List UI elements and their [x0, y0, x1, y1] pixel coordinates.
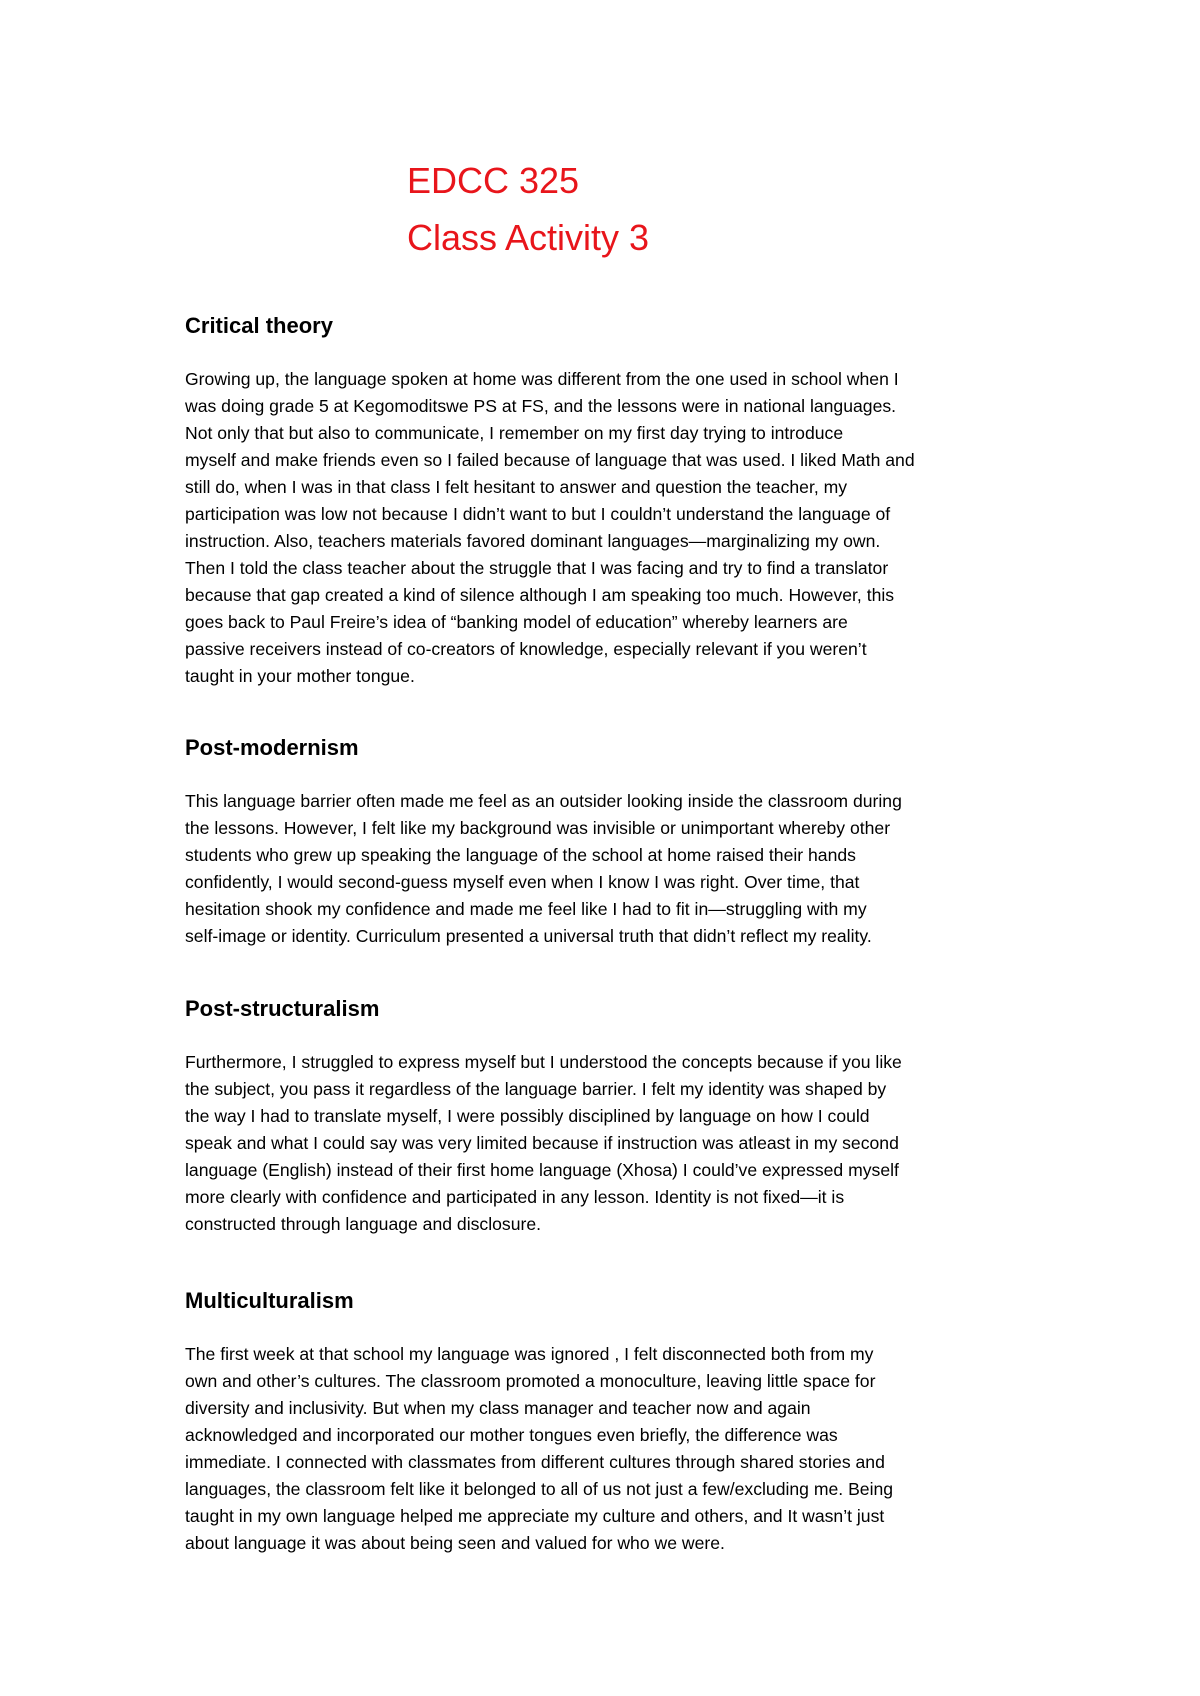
paragraph-line: taught in your mother tongue.	[185, 666, 415, 686]
paragraph-line: students who grew up speaking the language of the school at home raised their hands	[185, 845, 856, 865]
paragraph-line: instruction. Also, teachers materials favored dominant languages—marginalizing my own.	[185, 531, 881, 551]
paragraph-line: about language it was about being seen and valued for who we were.	[185, 1533, 725, 1553]
paragraph-line: This language barrier often made me feel as an outsider looking inside the classroom during	[185, 791, 902, 811]
section-post-structuralism	[185, 994, 1035, 1238]
paragraph-line: confidently, I would second-guess myself even when I know I was right. Over time, that	[185, 872, 860, 892]
section-paragraph	[185, 1049, 1035, 1238]
section-paragraph	[185, 366, 1035, 690]
paragraph-line: because that gap created a kind of silence although I am speaking too much. However, this	[185, 585, 895, 605]
section-paragraph	[185, 788, 1035, 950]
document-title	[407, 152, 827, 266]
paragraph-line: hesitation shook my confidence and made me feel like I had to fit in—struggling with my	[185, 899, 867, 919]
paragraph-line: Growing up, the language spoken at home was different from the one used in school when I	[185, 369, 899, 389]
activity-title: Class Activity 3	[407, 217, 650, 258]
section-paragraph	[185, 1341, 1035, 1557]
paragraph-line: Furthermore, I struggled to express myself but I understood the concepts because if you like	[185, 1052, 902, 1072]
paragraph-line: passive receivers instead of co-creators of knowledge, especially relevant if you weren’t	[185, 639, 867, 659]
paragraph-line: Not only that but also to communicate, I remember on my first day trying to introduce	[185, 423, 844, 443]
paragraph-line: the subject, you pass it regardless of the language barrier. I felt my identity was shaped by	[185, 1079, 887, 1099]
paragraph-line: diversity and inclusivity. But when my class manager and teacher now and again	[185, 1398, 811, 1418]
paragraph-line: own and other’s cultures. The classroom promoted a monoculture, leaving little space for	[185, 1371, 876, 1391]
paragraph-line: more clearly with confidence and participated in any lesson. Identity is not fixed—it is	[185, 1187, 845, 1207]
section-heading: Post-structuralism	[185, 996, 380, 1021]
paragraph-line: still do, when I was in that class I felt hesitant to answer and question the teacher, my	[185, 477, 848, 497]
section-critical-theory	[185, 311, 1035, 690]
paragraph-line: the way I had to translate myself, I were possibly disciplined by language on how I could	[185, 1106, 870, 1126]
section-heading: Critical theory	[185, 313, 333, 338]
section-post-modernism	[185, 733, 1035, 950]
paragraph-line: participation was low not because I didn’t want to but I couldn’t understand the language of	[185, 504, 891, 524]
section-heading: Post-modernism	[185, 735, 359, 760]
paragraph-line: taught in my own language helped me appreciate my culture and others, and It wasn’t just	[185, 1506, 885, 1526]
section-multiculturalism	[185, 1286, 1035, 1557]
paragraph-line: languages, the classroom felt like it belonged to all of us not just a few/excluding me. Being	[185, 1479, 894, 1499]
paragraph-line: language (English) instead of their first home language (Xhosa) I could’ve expressed myself	[185, 1160, 899, 1180]
paragraph-line: the lessons. However, I felt like my background was invisible or unimportant whereby other	[185, 818, 891, 838]
paragraph-line: The first week at that school my language was ignored , I felt disconnected both from my	[185, 1344, 874, 1364]
paragraph-line: immediate. I connected with classmates from different cultures through shared stories and	[185, 1452, 885, 1472]
paragraph-line: goes back to Paul Freire’s idea of “banking model of education” whereby learners are	[185, 612, 848, 632]
paragraph-line: myself and make friends even so I failed because of language that was used. I liked Math and	[185, 450, 915, 470]
paragraph-line: speak and what I could say was very limited because if instruction was atleast in my second	[185, 1133, 899, 1153]
course-code-title: EDCC 325	[407, 160, 580, 201]
paragraph-line: acknowledged and incorporated our mother tongues even briefly, the difference was	[185, 1425, 838, 1445]
section-heading: Multiculturalism	[185, 1288, 354, 1313]
paragraph-line: constructed through language and disclosure.	[185, 1214, 542, 1234]
paragraph-line: was doing grade 5 at Kegomoditswe PS at FS, and the lessons were in national languages.	[185, 396, 897, 416]
paragraph-line: Then I told the class teacher about the struggle that I was facing and try to find a translator	[185, 558, 889, 578]
paragraph-line: self-image or identity. Curriculum presented a universal truth that didn’t reflect my reality.	[185, 926, 872, 946]
